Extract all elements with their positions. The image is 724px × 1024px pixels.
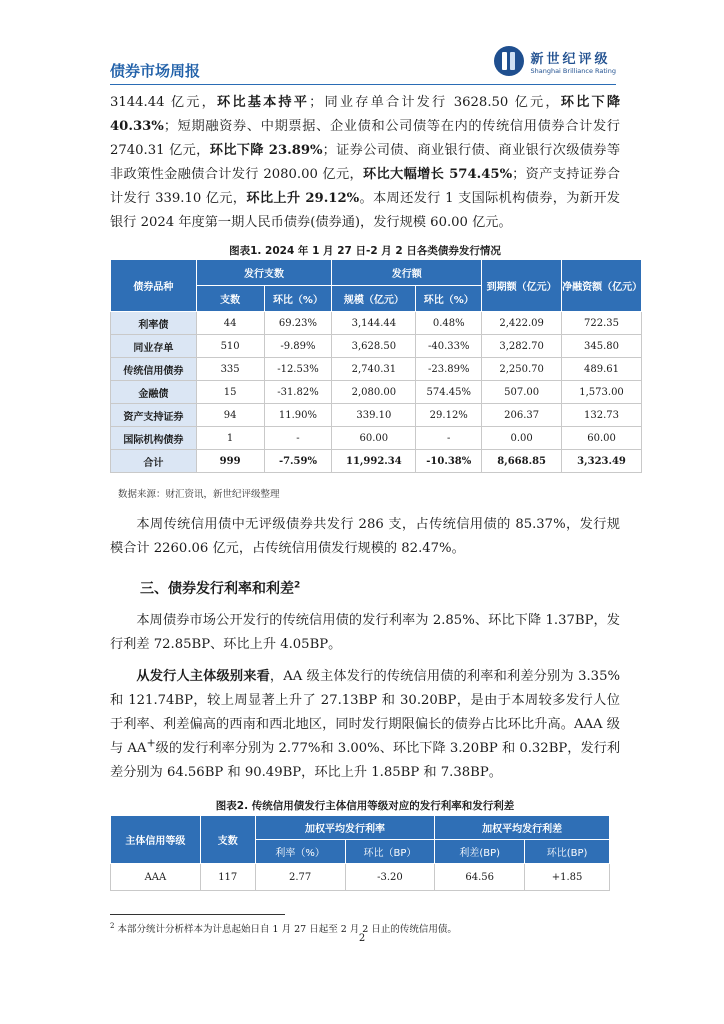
cell-amount: 2,080.00 — [332, 381, 416, 404]
table2-caption: 图表2. 传统信用债发行主体信用等级对应的发行利率和发行利差 — [215, 800, 515, 812]
bond-issuance-table — [110, 259, 642, 473]
col-header-weighted-spread: 加权平均发行利差 — [435, 816, 610, 840]
cell-net: 489.61 — [562, 358, 642, 381]
rating-rate-table — [110, 815, 610, 891]
cell-amount-qoq: 0.48% — [416, 312, 482, 335]
table-total-row: 合计 999 -7.59% 11,992.34 -10.38% 8,668.85 3,323.49 — [111, 450, 642, 473]
cell-maturity: 507.00 — [482, 381, 562, 404]
cell-rate-qoq: -3.20 — [345, 864, 435, 891]
cell-spread-qoq: +1.85 — [525, 864, 610, 891]
table-row — [111, 312, 642, 335]
col-header-spread-qoq: 环比(BP) — [525, 840, 610, 864]
table-row — [111, 381, 642, 404]
table-row — [111, 864, 610, 891]
page-number: 2 — [358, 933, 366, 944]
col-header-amount-qoq: 环比（%） — [416, 286, 482, 312]
cell-amount: 3,144.44 — [332, 312, 416, 335]
cell-amount: 3,628.50 — [332, 335, 416, 358]
cell-count: 44 — [196, 312, 264, 335]
col-header-spread: 利差(BP) — [435, 840, 525, 864]
logo-name-en: Shanghai Brilliance Rating — [530, 66, 616, 75]
cell-amount-qoq: - — [416, 427, 482, 450]
cell-amount-qoq: -40.33% — [416, 335, 482, 358]
col-header-rate-qoq: 环比（BP） — [345, 840, 435, 864]
col-header-count: 支数 — [196, 286, 264, 312]
report-title: 债券市场周报 — [110, 62, 201, 80]
table-row — [111, 427, 642, 450]
cell-rate: 2.77 — [255, 864, 345, 891]
page-header — [110, 46, 616, 85]
table-row — [111, 404, 642, 427]
col-header-maturity: 到期额（亿元） — [482, 260, 562, 312]
cell-count: 335 — [196, 358, 264, 381]
col-header-issue-amount: 发行额 — [332, 260, 482, 286]
cell-count: 94 — [196, 404, 264, 427]
rate-spread-paragraph: 本周债券市场公开发行的传统信用债的发行利率为 2.85%、环比下降 1.37BP，发行利差 72.85BP、环比上升 4.05BP。 — [110, 613, 620, 652]
col-header-net-financing: 净融资额（亿元） — [562, 260, 642, 312]
cell-count-qoq: -9.89% — [264, 335, 332, 358]
cell-count-qoq: 11.90% — [264, 404, 332, 427]
company-logo — [494, 46, 616, 76]
cell-count: 1 — [196, 427, 264, 450]
logo-name-cn: 新世纪评级 — [530, 51, 611, 67]
row-label: 国际机构债券 — [111, 427, 197, 450]
logo-emblem-icon — [494, 46, 524, 76]
row-label: 金融债 — [111, 381, 197, 404]
cell-amount-qoq: 29.12% — [416, 404, 482, 427]
cell-maturity: 2,250.70 — [482, 358, 562, 381]
cell-amount: 60.00 — [332, 427, 416, 450]
row-label: 利率债 — [111, 312, 197, 335]
cell-count-qoq: 69.23% — [264, 312, 332, 335]
col-header-bond-type: 债券品种 — [111, 260, 197, 312]
cell-count: 15 — [196, 381, 264, 404]
cell-amount: 2,740.31 — [332, 358, 416, 381]
col-header-issue-count: 发行支数 — [196, 260, 332, 286]
row-label: 资产支持证券 — [111, 404, 197, 427]
col-header-rating: 主体信用等级 — [111, 816, 201, 864]
data-source-note: 数据来源：财汇资讯，新世纪评级整理 — [118, 489, 280, 500]
cell-amount: 339.10 — [332, 404, 416, 427]
cell-maturity: 0.00 — [482, 427, 562, 450]
col-header-amount: 规模（亿元） — [332, 286, 416, 312]
cell-count-qoq: -12.53% — [264, 358, 332, 381]
footnote-divider — [110, 914, 285, 915]
cell-rating: AAA — [111, 864, 201, 891]
cell-net: 1,573.00 — [562, 381, 642, 404]
cell-count: 117 — [200, 864, 255, 891]
col-header-count: 支数 — [200, 816, 255, 864]
table-row — [111, 358, 642, 381]
cell-net: 722.35 — [562, 312, 642, 335]
cell-maturity: 3,282.70 — [482, 335, 562, 358]
cell-spread: 64.56 — [435, 864, 525, 891]
col-header-rate: 利率（%） — [255, 840, 345, 864]
cell-net: 60.00 — [562, 427, 642, 450]
issuance-summary-paragraph: 3144.44 亿元，环比基本持平；同业存单合计发行 3628.50 亿元，环比下降 40.33%；短期融资券、中期票据、企业债和公司债等在内的传统信用债券合计发行 2740.31 亿元，环比下降 23.89%；证券公司债、商业银行债、商业银行次级债券等非政策性金融债合计发行 2080.00 亿元，环比大幅增长 574.45%；资产支持证券合计发行 339.10 亿元，环比上升 29.12%。本周还发行 1 支国际机构债券，为新开发银行 2024 年度第一期人民币债券(债券通)，发行规模 60.00 亿元。 — [110, 95, 621, 230]
section-title: 三、债券发行利率和利差$^2$ — [140, 580, 301, 597]
cell-count-qoq: -31.82% — [264, 381, 332, 404]
row-label: 传统信用债券 — [111, 358, 197, 381]
unrated-bonds-paragraph: 本周传统信用债中无评级债券共发行 286 支，占传统信用债的 85.37%，发行规模合计 2260.06 亿元，占传统信用债发行规模的 82.47%。 — [110, 517, 620, 556]
row-label: 同业存单 — [111, 335, 197, 358]
table1-caption: 图表1. 2024 年 1 月 27 日-2 月 2 日各类债券发行情况 — [229, 245, 501, 257]
cell-net: 132.73 — [562, 404, 642, 427]
cell-count: 510 — [196, 335, 264, 358]
footnote: $^2$ 本部分统计分析样本为计息起始日自 1 月 27 日起至 2 月 2 日止的传统信用债。 — [110, 921, 457, 935]
col-header-weighted-rate: 加权平均发行利率 — [255, 816, 435, 840]
cell-amount-qoq: 574.45% — [416, 381, 482, 404]
cell-maturity: 206.37 — [482, 404, 562, 427]
cell-count-qoq: - — [264, 427, 332, 450]
cell-net: 345.80 — [562, 335, 642, 358]
cell-amount-qoq: -23.89% — [416, 358, 482, 381]
col-header-count-qoq: 环比（%） — [264, 286, 332, 312]
cell-maturity: 2,422.09 — [482, 312, 562, 335]
rating-analysis-paragraph: 从发行人主体级别来看，AA 级主体发行的传统信用债的利率和利差分别为 3.35%和 121.74BP，较上周显著上升了 27.13BP 和 30.20BP，是由于本周较多发行人位于利率、利差偏高的西南和西北地区，同时发行期限偏长的债券占比环比升高。AAA 级与 AA+级的发行利率分别为 2.77%和 3.00%、环比下降 3.20BP 和 0.32BP，发行利差分别为 64.56BP 和 90.49BP，环比上升 1.85BP 和 7.38BP。 — [110, 669, 621, 780]
table-row — [111, 335, 642, 358]
